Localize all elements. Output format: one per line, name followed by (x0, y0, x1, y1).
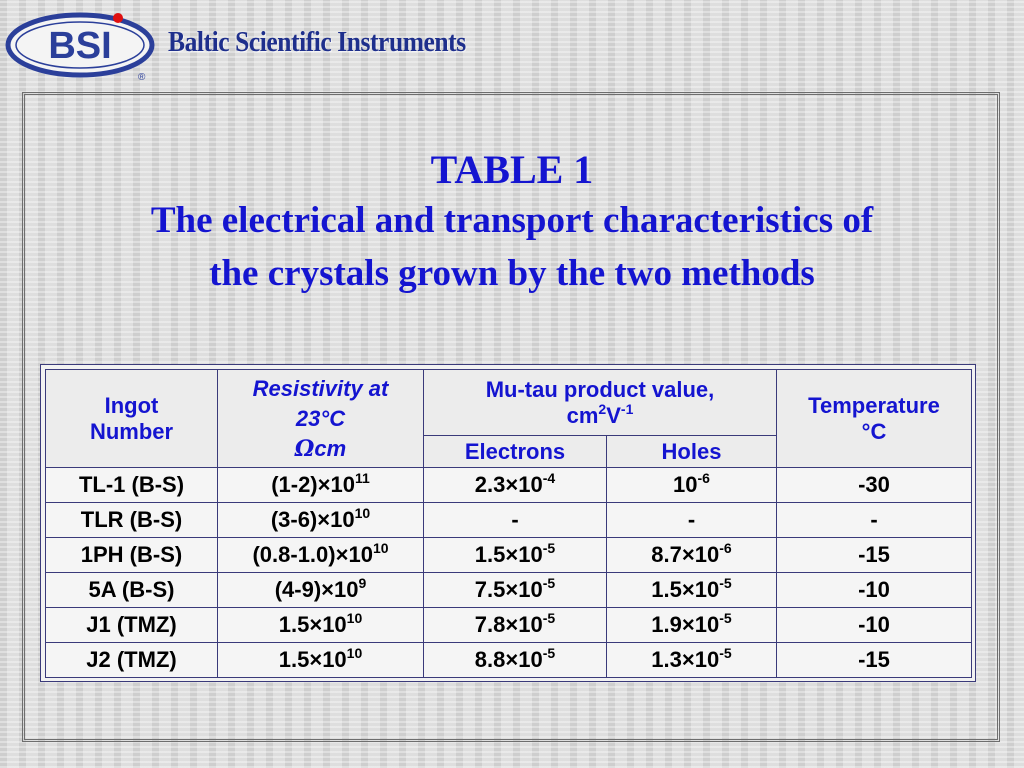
table-row (46, 503, 972, 538)
times-symbol: × (309, 612, 323, 637)
holes-exponent: -6 (719, 540, 732, 556)
cell-resistivity (218, 573, 424, 608)
header-temperature-line-2: °C (861, 418, 887, 444)
holes-exponent: -5 (719, 610, 732, 626)
times-symbol: × (317, 472, 331, 497)
resistivity-mantissa: (0.8-1.0) (252, 542, 336, 567)
electrons-exponent: -5 (542, 645, 556, 661)
cell-temperature: -15 (777, 538, 972, 573)
electrons-mantissa: 7.8 (474, 612, 506, 637)
resistivity-base: 10 (334, 577, 359, 602)
header-resistivity-line-2: 23°C (295, 405, 346, 431)
times-symbol: × (681, 542, 695, 567)
electrons-exponent: -5 (542, 575, 556, 591)
cell-mu-tau-holes (607, 538, 777, 573)
cell-resistivity (218, 608, 424, 643)
header-mu-tau (424, 370, 777, 436)
times-symbol: × (505, 542, 519, 567)
ohm-symbol: Ω (294, 435, 315, 462)
holes-mantissa: 1.3 (651, 647, 682, 672)
times-symbol: × (505, 647, 519, 672)
holes-base: 10 (694, 612, 720, 637)
holes-mantissa: 8.7 (651, 542, 682, 567)
electrons-exponent: -4 (542, 470, 556, 486)
cell-resistivity (218, 468, 424, 503)
table-body (46, 468, 972, 678)
cell-mu-tau-holes (607, 608, 777, 643)
header-mu-tau-line-1: Mu-tau product value, (485, 376, 715, 402)
times-symbol: × (505, 577, 519, 602)
table-row (46, 468, 972, 503)
cell-mu-tau-electrons (424, 573, 607, 608)
holes-exponent: -5 (719, 645, 732, 661)
cell-mu-tau-electrons (424, 608, 607, 643)
resistivity-exponent: 11 (354, 470, 370, 486)
registered-mark: ® (138, 72, 146, 82)
cell-ingot-number: TL-1 (B-S) (46, 468, 218, 503)
cell-mu-tau-holes (607, 643, 777, 678)
cell-temperature: -30 (777, 468, 972, 503)
header-mu-tau-unit-v: V (606, 402, 621, 428)
cell-mu-tau-holes (607, 468, 777, 503)
cell-resistivity (218, 643, 424, 678)
table-caption-line-1: The electrical and transport characteristics of (150, 200, 874, 241)
resistivity-base: 10 (322, 612, 347, 637)
header-temperature-line-1: Temperature (808, 392, 940, 418)
table-row (46, 538, 972, 573)
header-mu-tau-unit-cm: cm (566, 402, 599, 428)
table-row (46, 608, 972, 643)
cell-mu-tau-electrons (424, 538, 607, 573)
electrons-mantissa: 8.8 (474, 647, 506, 672)
cell-temperature: -15 (777, 643, 972, 678)
electrons-mantissa: 1.5 (474, 542, 506, 567)
holes-exponent: -6 (697, 470, 710, 486)
cell-ingot-number: TLR (B-S) (46, 503, 218, 538)
times-symbol: × (335, 542, 349, 567)
logo-red-dot (113, 13, 123, 23)
cell-temperature: -10 (777, 573, 972, 608)
company-name: Baltic Scientific Instruments (168, 26, 466, 58)
cell-mu-tau-holes (607, 503, 777, 538)
cell-resistivity (218, 503, 424, 538)
header-electrons: Electrons (424, 436, 607, 468)
resistivity-exponent: 9 (358, 575, 367, 591)
resistivity-exponent: 10 (346, 645, 363, 661)
header-ingot-number (46, 370, 218, 468)
holes-base: 10 (673, 472, 698, 497)
electrons-base: 10 (518, 577, 543, 602)
resistivity-mantissa: 1.5 (278, 612, 310, 637)
electrons-mantissa: 7.5 (474, 577, 506, 602)
holes-base: 10 (694, 647, 720, 672)
resistivity-mantissa: (1-2) (271, 472, 318, 497)
resistivity-base: 10 (330, 472, 355, 497)
times-symbol: × (505, 612, 519, 637)
resistivity-base: 10 (322, 647, 347, 672)
cell-temperature: - (777, 503, 972, 538)
resistivity-base: 10 (330, 507, 355, 532)
header-resistivity-unit: cm (314, 435, 347, 461)
cell-mu-tau-electrons (424, 643, 607, 678)
electrons-dash: - (511, 507, 519, 532)
cell-ingot-number: J1 (TMZ) (46, 608, 218, 643)
table-row (46, 643, 972, 678)
cell-ingot-number: J2 (TMZ) (46, 643, 218, 678)
table-caption-line-2: the crystals grown by the two methods (209, 253, 815, 294)
resistivity-mantissa: (4-9) (274, 577, 322, 602)
header-temperature (777, 370, 972, 468)
resistivity-exponent: 10 (354, 505, 371, 521)
resistivity-mantissa: 1.5 (278, 647, 310, 672)
cell-temperature: -10 (777, 608, 972, 643)
header-resistivity (218, 370, 424, 468)
electrons-base: 10 (518, 647, 543, 672)
header-holes: Holes (607, 436, 777, 468)
table-row (46, 573, 972, 608)
times-symbol: × (321, 577, 335, 602)
cell-mu-tau-electrons (424, 503, 607, 538)
resistivity-exponent: 10 (346, 610, 363, 626)
resistivity-mantissa: (3-6) (270, 507, 318, 532)
header-ingot-line-1: Ingot (104, 392, 159, 418)
electrons-exponent: -5 (542, 540, 556, 556)
holes-base: 10 (694, 542, 720, 567)
times-symbol: × (317, 507, 331, 532)
table-heading (40, 146, 984, 300)
resistivity-base: 10 (348, 542, 373, 567)
holes-base: 10 (694, 577, 720, 602)
times-symbol: × (505, 472, 519, 497)
holes-mantissa: 1.5 (651, 577, 682, 602)
electrons-base: 10 (518, 612, 543, 637)
cell-resistivity (218, 538, 424, 573)
electrons-exponent: -5 (542, 610, 556, 626)
resistivity-exponent: 10 (372, 540, 389, 556)
slide-header (0, 0, 1024, 88)
times-symbol: × (309, 647, 323, 672)
data-table-frame (40, 364, 976, 682)
header-resistivity-line-1: Resistivity at (252, 375, 389, 401)
data-table (45, 369, 972, 678)
holes-exponent: -5 (719, 575, 732, 591)
cell-ingot-number: 5A (B-S) (46, 573, 218, 608)
bsi-logo (4, 8, 160, 82)
electrons-base: 10 (518, 472, 543, 497)
times-symbol: × (681, 577, 695, 602)
cell-mu-tau-electrons (424, 468, 607, 503)
holes-dash: - (687, 507, 696, 532)
times-symbol: × (681, 647, 695, 672)
electrons-base: 10 (518, 542, 543, 567)
table-title: TABLE 1 (430, 147, 594, 192)
logo-text: BSI (48, 25, 112, 67)
cell-mu-tau-holes (607, 573, 777, 608)
header-mu-tau-unit-exp-2: -1 (620, 400, 634, 417)
header-ingot-line-2: Number (89, 418, 174, 444)
holes-mantissa: 1.9 (651, 612, 682, 637)
cell-ingot-number: 1PH (B-S) (46, 538, 218, 573)
times-symbol: × (681, 612, 695, 637)
header-mu-tau-unit-exp-1: 2 (598, 400, 607, 417)
electrons-mantissa: 2.3 (474, 472, 506, 497)
